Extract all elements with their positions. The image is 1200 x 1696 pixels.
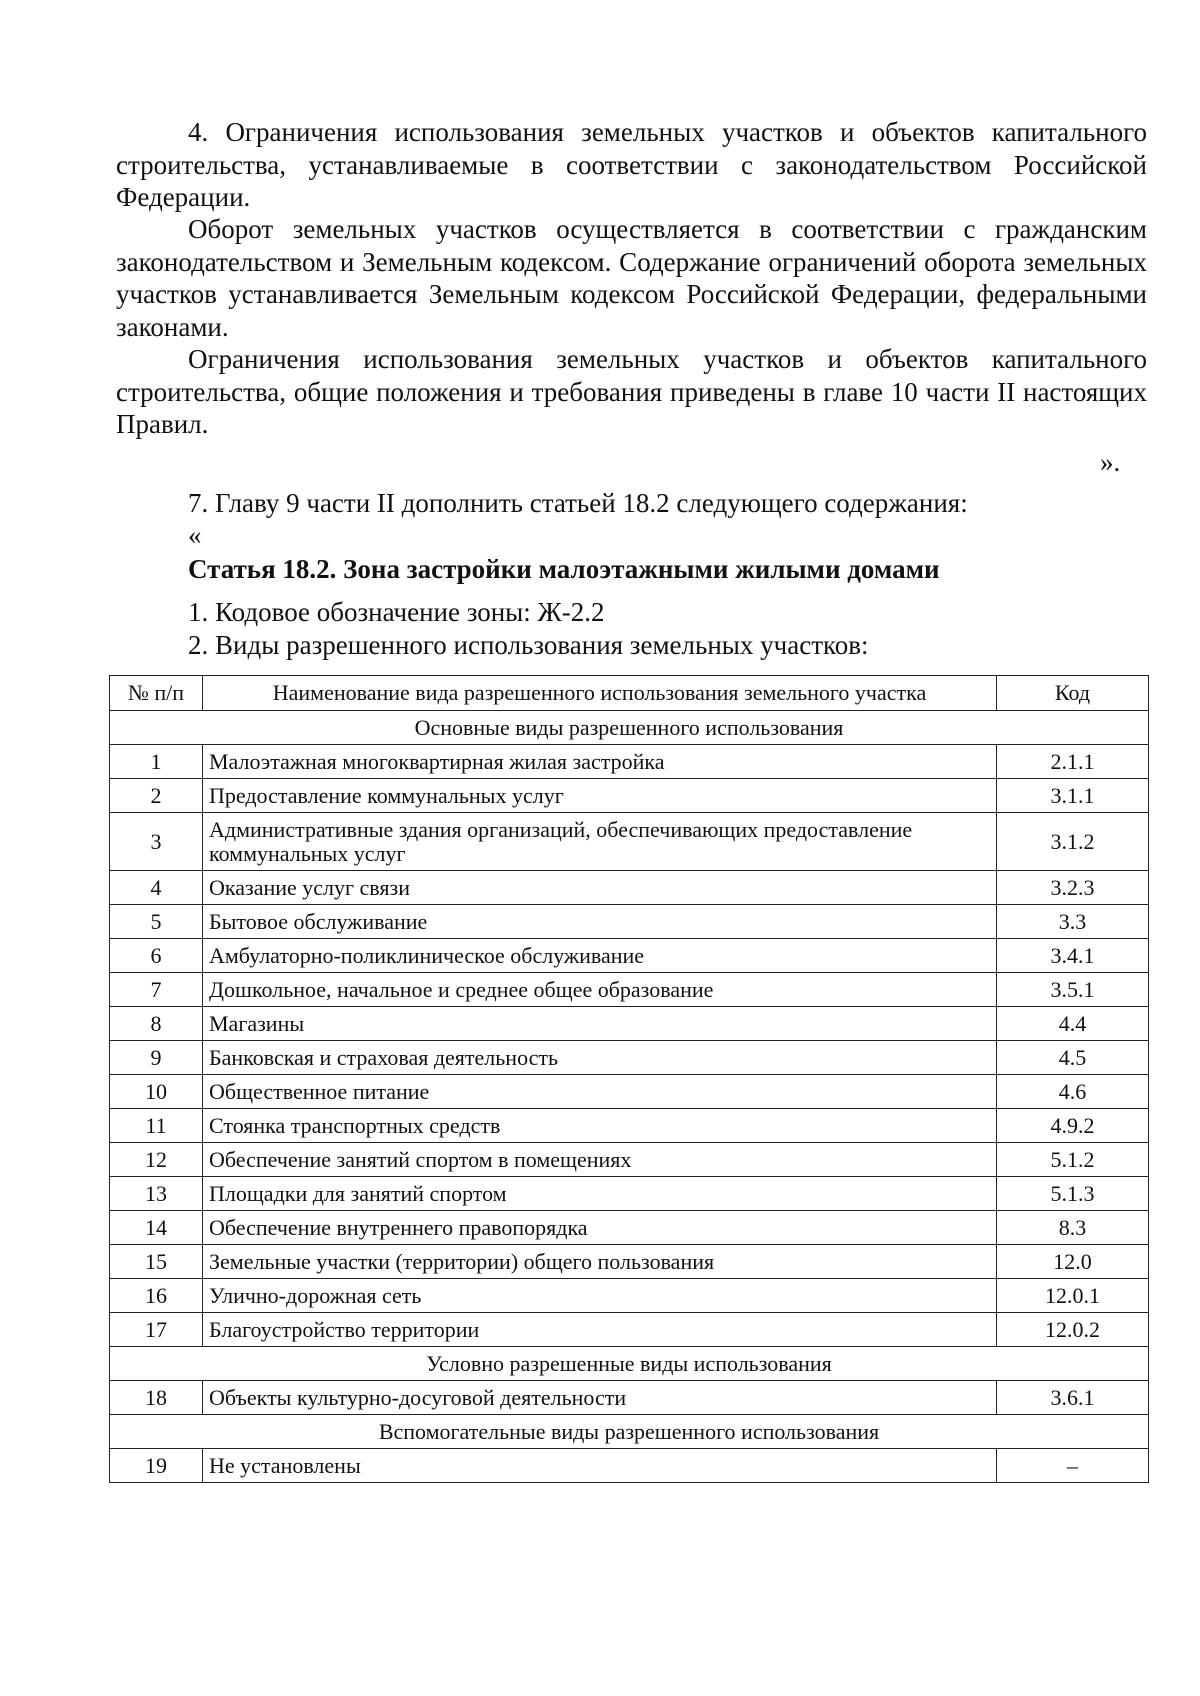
row-code: 3.4.1 <box>997 939 1149 973</box>
table-row <box>110 1313 1149 1347</box>
table-row <box>110 1245 1149 1279</box>
table-row <box>110 779 1149 813</box>
section-conditional-uses <box>110 1347 1149 1381</box>
row-num: 8 <box>110 1007 203 1041</box>
table-row <box>110 1449 1149 1483</box>
row-name: Земельные участки (территории) общего пользования <box>203 1245 997 1279</box>
table-row <box>110 1143 1149 1177</box>
section-main-uses <box>110 711 1149 745</box>
row-num: 12 <box>110 1143 203 1177</box>
row-name: Обеспечение занятий спортом в помещениях <box>203 1143 997 1177</box>
header-num: № п/п <box>110 676 203 711</box>
row-name: Площадки для занятий спортом <box>203 1177 997 1211</box>
row-name: Амбулаторно-поликлиническое обслуживание <box>203 939 997 973</box>
paragraph-turnover: Оборот земельных участков осуществляется в соответствии с гражданским законодательством и Земельным кодексом. Содержание ограничений оборота земельных участков устанавливается Земельным кодексом Российской Федерации, федеральными законами. <box>116 214 1147 342</box>
row-code: – <box>997 1449 1149 1483</box>
row-name: Не установлены <box>203 1449 997 1483</box>
row-num: 17 <box>110 1313 203 1347</box>
row-name: Улично-дорожная сеть <box>203 1279 997 1313</box>
row-name: Благоустройство территории <box>203 1313 997 1347</box>
table-row <box>110 871 1149 905</box>
row-num: 15 <box>110 1245 203 1279</box>
table-row <box>110 1211 1149 1245</box>
row-num: 19 <box>110 1449 203 1483</box>
table-row <box>110 1109 1149 1143</box>
row-name: Обеспечение внутреннего правопорядка <box>203 1211 997 1245</box>
item-zone-code: 1. Кодовое обозначение зоны: Ж-2.2 <box>188 597 605 627</box>
row-num: 11 <box>110 1109 203 1143</box>
row-num: 18 <box>110 1381 203 1415</box>
row-num: 6 <box>110 939 203 973</box>
row-num: 13 <box>110 1177 203 1211</box>
paragraph-chapter-reference: Ограничения использования земельных участков и объектов капитального строительства, общие положения и требования приведены в главе 10 части II настоящих Правил. <box>116 344 1147 439</box>
row-code: 8.3 <box>997 1211 1149 1245</box>
row-code: 2.1.1 <box>997 745 1149 779</box>
row-name: Бытовое обслуживание <box>203 905 997 939</box>
table-row <box>110 973 1149 1007</box>
row-code: 4.5 <box>997 1041 1149 1075</box>
table-row <box>110 1381 1149 1415</box>
row-name: Стоянка транспортных средств <box>203 1109 997 1143</box>
item-7-amendment: 7. Главу 9 части II дополнить статьей 18.2 следующего содержания: <box>188 488 968 518</box>
row-code: 12.0.1 <box>997 1279 1149 1313</box>
section-label: Вспомогательные виды разрешенного использования <box>110 1415 1149 1449</box>
row-code: 4.9.2 <box>997 1109 1149 1143</box>
row-code: 3.1.1 <box>997 779 1149 813</box>
closing-quote: ». <box>1100 447 1121 477</box>
table-row <box>110 813 1149 871</box>
row-num: 10 <box>110 1075 203 1109</box>
table-row <box>110 1075 1149 1109</box>
row-code: 5.1.3 <box>997 1177 1149 1211</box>
row-name: Оказание услуг связи <box>203 871 997 905</box>
row-num: 5 <box>110 905 203 939</box>
section-label: Условно разрешенные виды использования <box>110 1347 1149 1381</box>
header-name: Наименование вида разрешенного использования земельного участка <box>203 676 997 711</box>
table-row <box>110 1041 1149 1075</box>
permitted-uses-table <box>109 675 1149 1483</box>
row-name: Банковская и страховая деятельность <box>203 1041 997 1075</box>
article-heading: Статья 18.2. Зона застройки малоэтажными жилыми домами <box>188 554 940 584</box>
row-num: 1 <box>110 745 203 779</box>
section-auxiliary-uses <box>110 1415 1149 1449</box>
row-code: 5.1.2 <box>997 1143 1149 1177</box>
table-row <box>110 1279 1149 1313</box>
opening-quote: « <box>188 520 202 550</box>
table-row <box>110 1007 1149 1041</box>
table-header-row <box>110 676 1149 711</box>
row-name: Административные здания организаций, обеспечивающих предоставление коммунальных услуг <box>203 813 997 871</box>
item-permitted-uses: 2. Виды разрешенного использования земельных участков: <box>188 630 869 660</box>
row-num: 16 <box>110 1279 203 1313</box>
row-code: 3.5.1 <box>997 973 1149 1007</box>
row-num: 3 <box>110 813 203 871</box>
table-row <box>110 905 1149 939</box>
row-code: 4.4 <box>997 1007 1149 1041</box>
row-code: 3.3 <box>997 905 1149 939</box>
row-name: Объекты культурно-досуговой деятельности <box>203 1381 997 1415</box>
row-code: 3.2.3 <box>997 871 1149 905</box>
row-num: 4 <box>110 871 203 905</box>
section-label: Основные виды разрешенного использования <box>110 711 1149 745</box>
table-row <box>110 1177 1149 1211</box>
row-name: Общественное питание <box>203 1075 997 1109</box>
paragraph-restrictions: 4. Ограничения использования земельных участков и объектов капитального строительства, устанавливаемые в соответствии с законодательством Российской Федерации. <box>116 117 1147 212</box>
row-num: 14 <box>110 1211 203 1245</box>
row-num: 2 <box>110 779 203 813</box>
row-name: Предоставление коммунальных услуг <box>203 779 997 813</box>
row-code: 12.0 <box>997 1245 1149 1279</box>
row-name: Дошкольное, начальное и среднее общее образование <box>203 973 997 1007</box>
table-row <box>110 745 1149 779</box>
row-name: Малоэтажная многоквартирная жилая застройка <box>203 745 997 779</box>
row-code: 4.6 <box>997 1075 1149 1109</box>
row-code: 3.6.1 <box>997 1381 1149 1415</box>
row-code: 12.0.2 <box>997 1313 1149 1347</box>
row-code: 3.1.2 <box>997 813 1149 871</box>
row-name: Магазины <box>203 1007 997 1041</box>
row-num: 7 <box>110 973 203 1007</box>
header-code: Код <box>997 676 1149 711</box>
row-num: 9 <box>110 1041 203 1075</box>
table-row <box>110 939 1149 973</box>
